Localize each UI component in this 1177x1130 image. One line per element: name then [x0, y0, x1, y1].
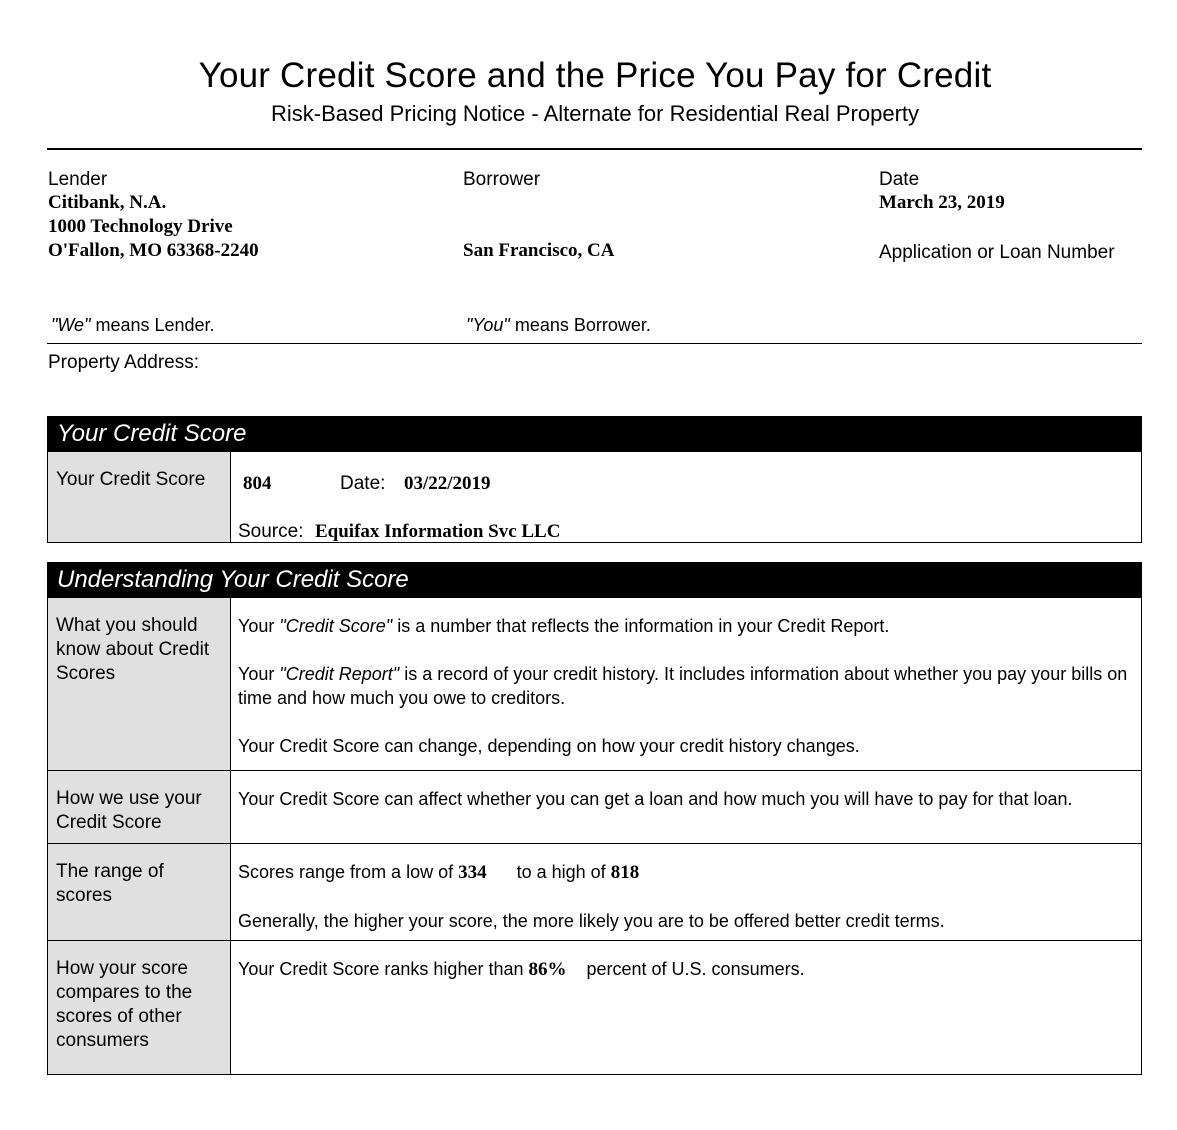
credit-report-definition [238, 662, 1133, 710]
score-change-note: Your Credit Score can change, depending on how your credit history changes. [238, 736, 860, 756]
score-range-line [238, 860, 1133, 885]
lender-city: O'Fallon, MO 63368-2240 [48, 240, 259, 261]
borrower-city: San Francisco, CA [463, 240, 615, 261]
how-we-use-text: Your Credit Score can affect whether you can get a loan and how much you will have to pay for that loan. [238, 789, 1073, 809]
higher-score-note: Generally, the higher your score, the more likely you are to be offered better credit terms. [238, 911, 945, 931]
comparison-line [238, 957, 1133, 982]
table-row [48, 843, 1141, 940]
row-content-range [231, 844, 1141, 940]
date-label: Date [879, 169, 920, 190]
credit-score-section-heading: Your Credit Score [47, 416, 1142, 452]
table-row [48, 770, 1141, 843]
row-content-what-to-know [231, 598, 1141, 770]
credit-score-table [47, 452, 1142, 543]
row-content-comparison [231, 941, 1141, 1074]
source-label: Source: [238, 521, 304, 542]
understanding-table [47, 598, 1142, 1075]
text-fragment: Your [238, 664, 280, 684]
text-fragment: to a high of [516, 862, 611, 882]
percentile-value: 86% [528, 959, 567, 980]
lender-name: Citibank, N.A. [48, 192, 167, 213]
credit-score-row-content [231, 452, 1141, 542]
score-date-value: 03/22/2019 [404, 473, 491, 494]
score-date-label: Date: [340, 473, 386, 494]
credit-score-row [48, 452, 1141, 542]
text-fragment: Your Credit Score ranks higher than [238, 959, 529, 979]
table-row [48, 598, 1141, 770]
text-fragment: is a number that reflects the information in your Credit Report. [392, 616, 890, 636]
row-label-range: The range of scores [48, 844, 231, 940]
you-means-text: means Borrower. [509, 315, 651, 335]
row-label-comparison: How your score compares to the scores of other consumers [48, 941, 231, 1074]
property-address-label: Property Address: [48, 352, 200, 373]
application-number-label: Application or Loan Number [879, 242, 1115, 263]
lender-label: Lender [48, 169, 108, 190]
score-low-value: 334 [458, 862, 487, 883]
date-value: March 23, 2019 [879, 192, 1005, 213]
credit-report-term: "Credit Report" [279, 664, 400, 684]
row-label-what-to-know: What you should know about Credit Scores [48, 598, 231, 770]
page-title: Your Credit Score and the Price You Pay for Credit [198, 56, 992, 95]
row-label-how-we-use: How we use your Credit Score [48, 771, 231, 843]
page-subtitle: Risk-Based Pricing Notice - Alternate for Residential Real Property [270, 101, 920, 126]
understanding-section-heading: Understanding Your Credit Score [47, 562, 1142, 598]
text-fragment: Your [238, 616, 280, 636]
header-divider [47, 148, 1142, 150]
source-value: Equifax Information Svc LLC [315, 521, 561, 542]
credit-score-definition [238, 614, 1133, 638]
we-means-text: means Lender. [90, 315, 215, 335]
we-quote: "We" [51, 315, 91, 335]
table-row [48, 940, 1141, 1074]
text-fragment: Scores range from a low of [238, 862, 459, 882]
credit-score-value: 804 [243, 473, 272, 494]
score-high-value: 818 [610, 862, 640, 883]
borrower-label: Borrower [463, 169, 541, 190]
lender-street: 1000 Technology Drive [48, 216, 233, 237]
text-fragment: percent of U.S. consumers. [586, 959, 805, 979]
we-means-lender [51, 315, 215, 336]
row-content-how-we-use [231, 771, 1141, 843]
credit-score-term: "Credit Score" [279, 616, 393, 636]
means-divider [47, 343, 1142, 344]
you-means-borrower [466, 315, 651, 336]
credit-score-row-label: Your Credit Score [48, 452, 231, 542]
you-quote: "You" [466, 315, 510, 335]
text-fragment: is a record of your credit history. It includes information about whether you pay your bills on time and how much you owe to creditors. [238, 664, 1128, 708]
